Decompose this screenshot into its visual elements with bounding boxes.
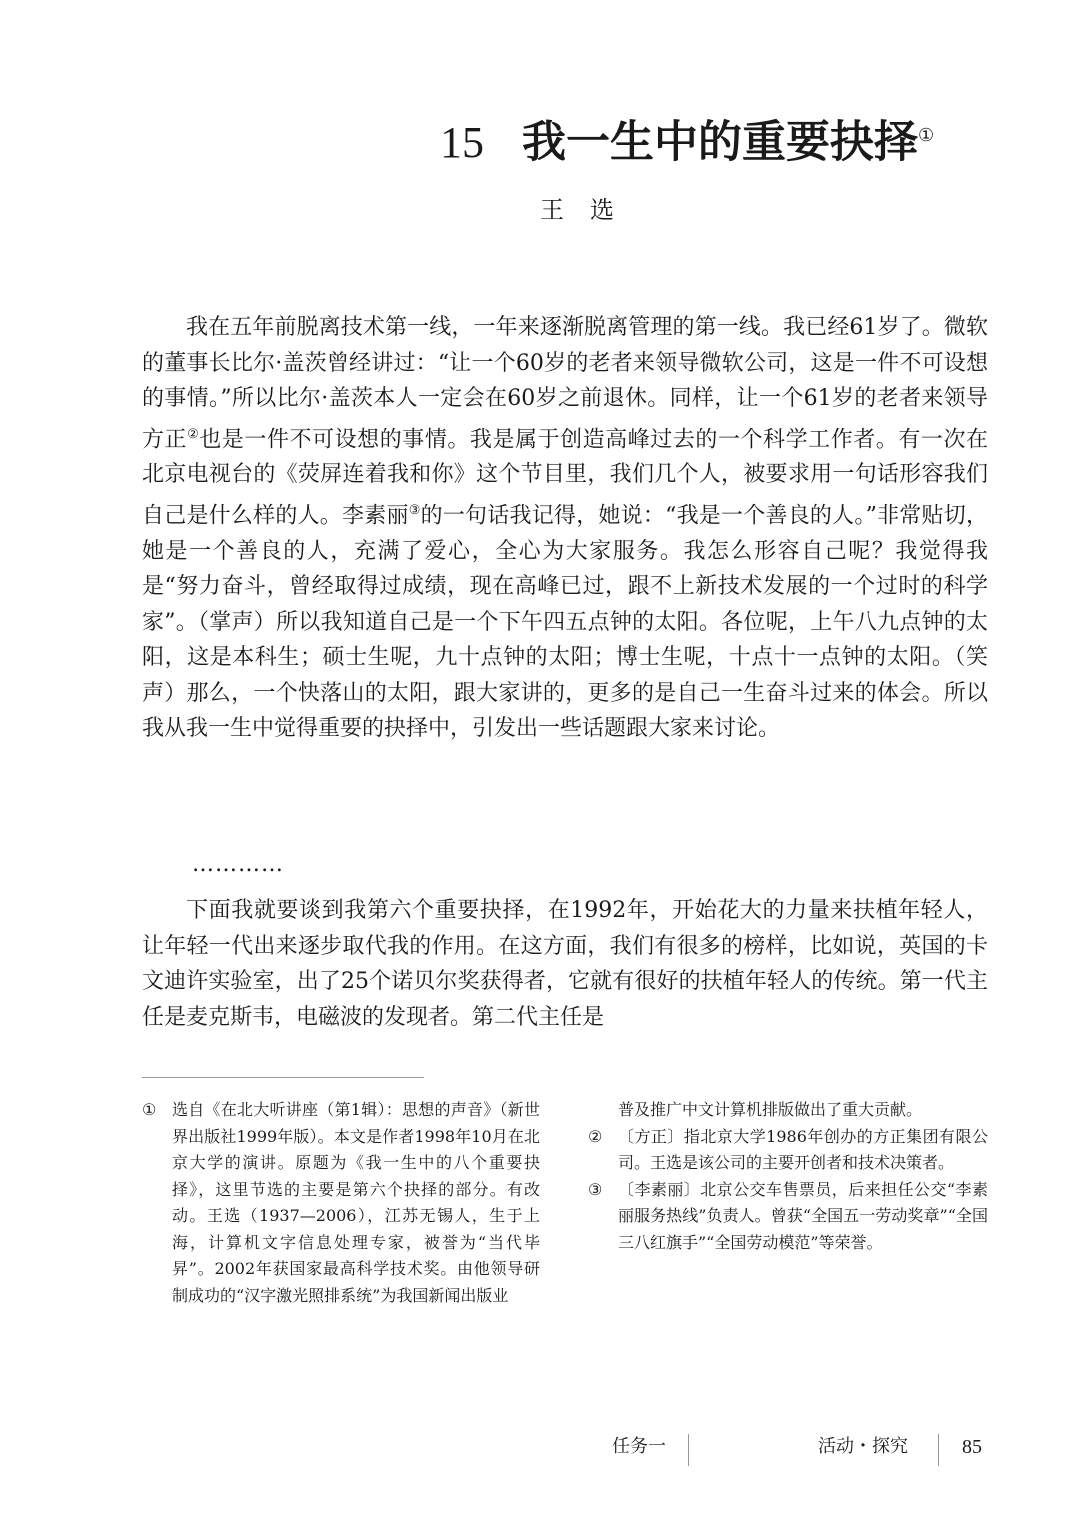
footnote-3-text: 〔李素丽〕北京公交车售票员，后来担任公交“李素丽服务热线”负责人。曾获“全国五一劳动奖章”“全国三八红旗手”“全国劳动模范”等荣誉。 xyxy=(618,1179,988,1252)
footer-task: 任务一 xyxy=(612,1436,666,1457)
paragraph-1-part-a: 我在五年前脱离技术第一线，一年来逐渐脱离管理的第一线。我已经61岁了。微软的董事长比尔·盖茨曾经讲过：“让一个60岁的老者来领导微软公司，这是一件不可设想的事情。”所以比尔·盖茨本人一定会在60岁之前退休。同样，让一个61岁的老者来领导方正 xyxy=(142,315,988,452)
footnote-3 xyxy=(588,1177,988,1257)
ellipsis: ………… xyxy=(192,852,284,877)
paragraph-2: 下面我就要谈到我第六个重要抉择，在1992年，开始花大的力量来扶植年轻人，让年轻一代出来逐步取代我的作用。在这方面，我们有很多的榜样，比如说，英国的卡文迪许实验室，出了25个诺贝尔奖获得者，它就有很好的扶植年轻人的传统。第一代主任是麦克斯韦，电磁波的发现者。第二代主任是 xyxy=(142,898,988,1030)
footnotes-right xyxy=(588,1097,988,1256)
page-number: 85 xyxy=(962,1436,982,1458)
paragraph-1 xyxy=(142,310,988,747)
footer-divider xyxy=(688,1434,689,1466)
author-name-second: 选 xyxy=(590,196,614,224)
footnote-3-mark: ③ xyxy=(588,1179,603,1199)
author-name-first: 王 xyxy=(540,196,564,224)
paragraph-1-part-b: 也是一件不可设想的事情。我是属于创造高峰过去的一个科学工作者。有一次在北京电视台的《荧屏连着我和你》这个节目里，我们几个人，被要求用一句话形容我们自己是什么样的人。李素丽 xyxy=(142,426,988,529)
footnotes-left xyxy=(142,1097,540,1309)
footer-activity: 活动・探究 xyxy=(818,1436,908,1457)
footnote-rule xyxy=(142,1077,424,1078)
paragraph-1-part-c: 的一句话我记得，她说：“我是一个善良的人。”非常贴切，她是一个善良的人，充满了爱心，全心为大家服务。我怎么形容自己呢？我觉得我是“努力奋斗，曾经取得过成绩，现在高峰已过，跟不上新技术发展的一个过时的科学家”。（掌声）所以我知道自己是一个下午四五点钟的太阳。各位呢，上午八九点钟的太阳，这是本科生；硕士生呢，九十点钟的太阳；博士生呢，十点十一点钟的太阳。（笑声）那么，一个快落山的太阳，跟大家讲的，更多的是自己一生奋斗过来的体会。所以我从我一生中觉得重要的抉择中，引发出一些话题跟大家来讨论。 xyxy=(142,503,988,742)
footer-divider xyxy=(938,1434,939,1466)
footnote-2 xyxy=(588,1124,988,1177)
title-footnote-mark: ① xyxy=(918,125,935,146)
lesson-title xyxy=(440,108,1040,171)
footnote-2-text: 〔方正〕指北京大学1986年创办的方正集团有限公司。王选是该公司的主要开创者和技术决策者。 xyxy=(618,1126,988,1172)
footnote-1 xyxy=(142,1097,540,1309)
body-text-2 xyxy=(142,893,988,1035)
footnote-1-mark: ① xyxy=(142,1100,157,1119)
lesson-number: 15 xyxy=(440,117,484,167)
lesson-title-text: 我一生中的重要抉择 xyxy=(522,116,918,168)
author xyxy=(540,194,640,226)
body-text xyxy=(142,310,988,747)
footnote-1-text: 选自《在北大听讲座（第1辑）：思想的声音》（新世界出版社1999年版）。本文是作者1998年10月在北京大学的演讲。原题为《我一生中的八个重要抉择》，这里节选的主要是第六个抉择的部分。有改动。王选（1937—2006），江苏无锡人，生于上海，计算机文字信息处理专家，被誉为“当代毕昇”。2002年获国家最高科学技术奖。由他领导研制成功的“汉字激光照排系统”为我国新闻出版业 xyxy=(172,1100,540,1305)
footnote-2-mark: ② xyxy=(588,1126,603,1146)
footnote-1-continued: 普及推广中文计算机排版做出了重大贡献。 xyxy=(618,1100,923,1119)
footnote-mark-2: ② xyxy=(187,426,200,442)
footnote-mark-3: ③ xyxy=(408,502,421,518)
